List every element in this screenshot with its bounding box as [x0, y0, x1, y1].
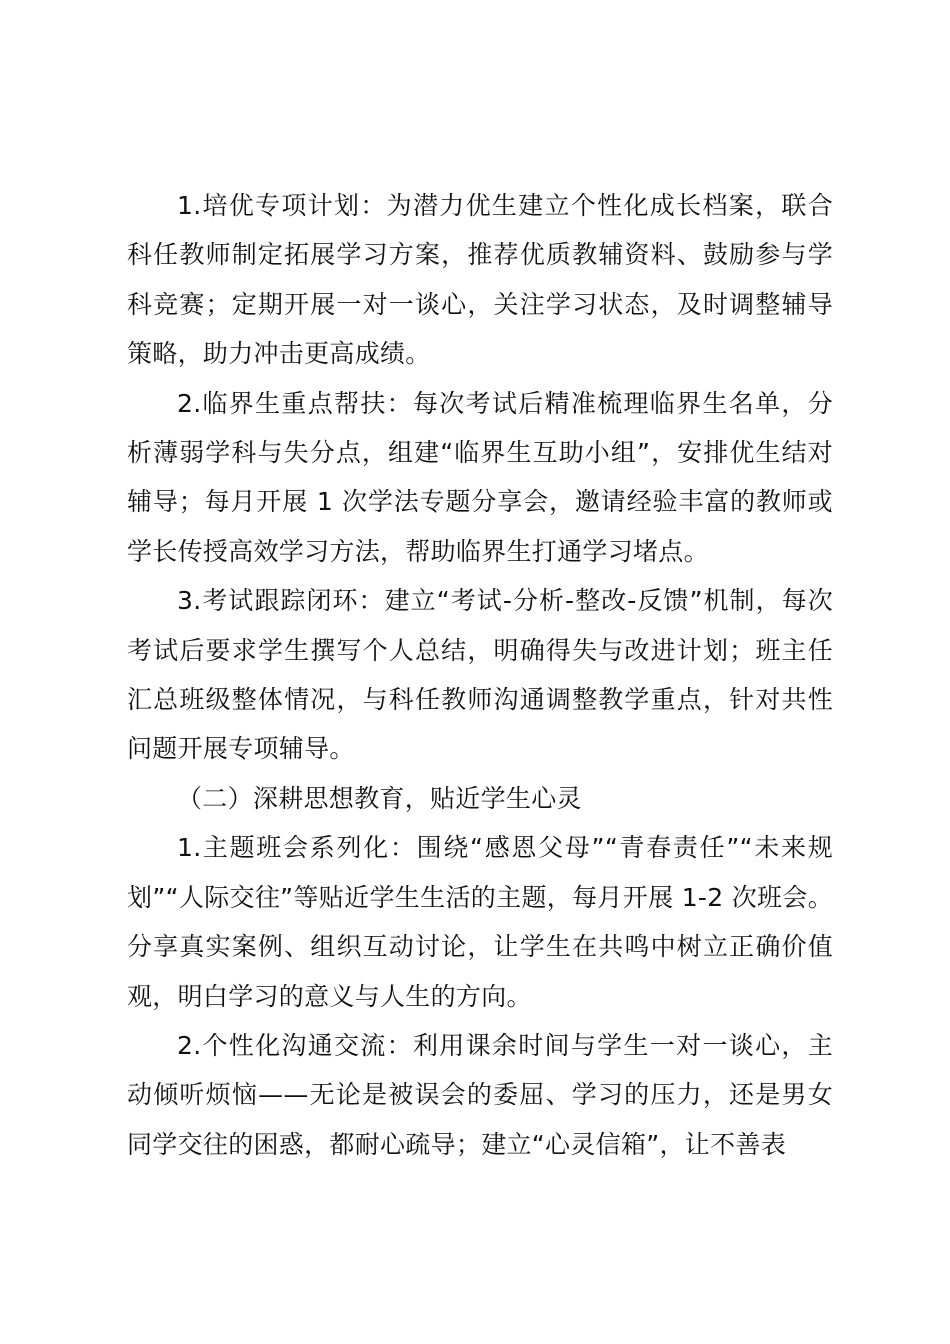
document-body	[127, 181, 833, 1169]
paragraph-top-student-plan: 1.培优专项计划：为潜力优生建立个性化成长档案，联合科任教师制定拓展学习方案，推荐优质教辅资料、鼓励参与学科竞赛；定期开展一对一谈心，关注学习状态，及时调整辅导策略，助力冲击更高成绩。	[127, 191, 833, 369]
section-heading-ideological-education: （二）深耕思想教育，贴近学生心灵	[177, 783, 582, 813]
paragraph-borderline-student-support: 2.临界生重点帮扶：每次考试后精准梳理临界生名单，分析薄弱学科与失分点，组建“临界生互助小组”，安排优生结对辅导；每月开展 1 次学法专题分享会，邀请经验丰富的教师或学长传授高效学习方法，帮助临界生打通学习堵点。	[127, 388, 833, 566]
paragraph-theme-class-meetings: 1.主题班会系列化：围绕“感恩父母”“青春责任”“未来规划”“人际交往”等贴近学生生活的主题，每月开展 1-2 次班会。分享真实案例、组织互动讨论，让学生在共鸣中树立正确价值观，明白学习的意义与人生的方向。	[127, 833, 833, 1011]
paragraph-exam-tracking-loop: 3.考试跟踪闭环：建立“考试-分析-整改-反馈”机制，每次考试后要求学生撰写个人总结，明确得失与改进计划；班主任汇总班级整体情况，与科任教师沟通调整教学重点，针对共性问题开展专项辅导。	[127, 586, 833, 764]
paragraph-personal-communication: 2.个性化沟通交流：利用课余时间与学生一对一谈心，主动倾听烦恼——无论是被误会的委屈、学习的压力，还是男女同学交往的困惑，都耐心疏导；建立“心灵信箱”，让不善表	[127, 1030, 833, 1159]
